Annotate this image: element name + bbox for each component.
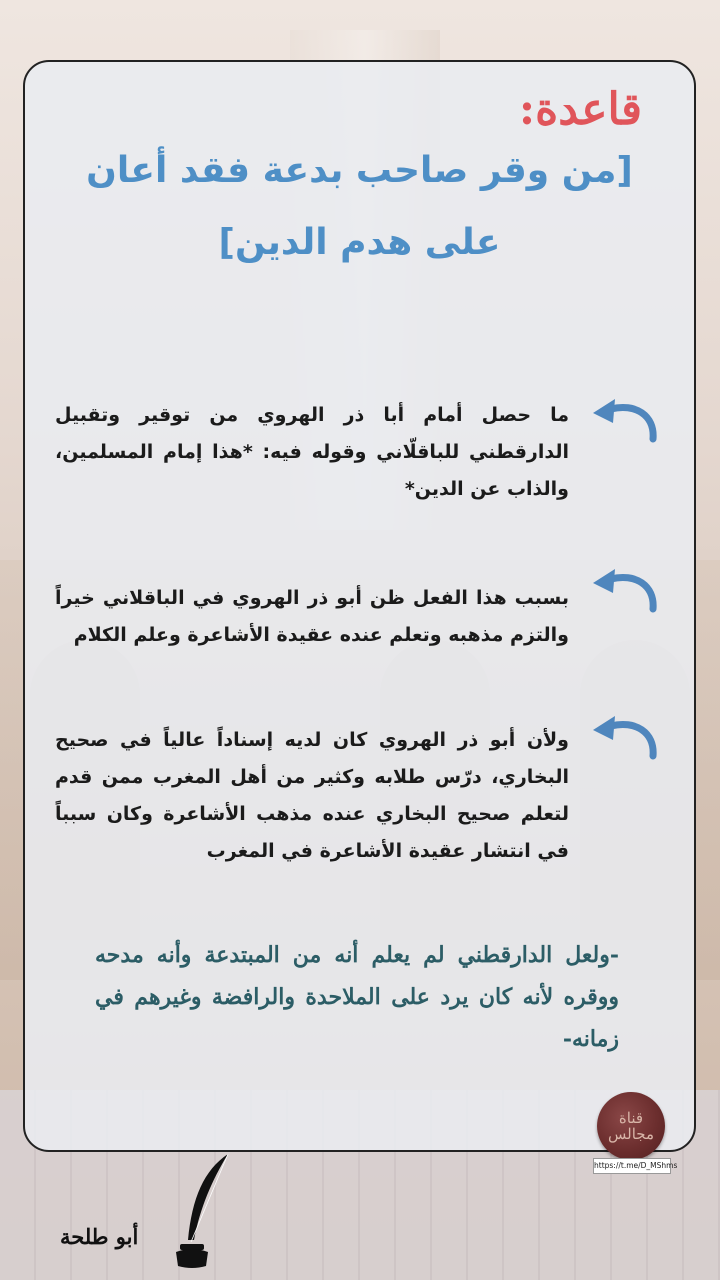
wax-seal-icon <box>597 1092 665 1160</box>
author-signature: أبو طلحة <box>60 1224 139 1249</box>
heading-line-2: على هدم الدين] <box>218 222 501 263</box>
point-3: ولأن أبو ذر الهروي كان لديه إسناداً عالياً في صحيح البخاري، درّس طلابه وكثير من أهل المغرب ممن قدم لتعلم صحيح البخاري عنده مذهب الأشاعرة وكان سبباً في انتشار عقيدة الأشاعرة في المغرب <box>55 729 569 862</box>
point-2: بسبب هذا الفعل ظن أبو ذر الهروي في الباقلاني خيراً والتزم مذهبه وتعلم عنده عقيدة الأشاعرة وعلم الكلام <box>55 587 569 646</box>
rule-label: قاعدة: <box>518 84 642 135</box>
curved-arrow-icon <box>589 565 661 613</box>
point-1: ما حصل أمام أبا ذر الهروي من توقير وتقبيل الدارقطني للباقلّاني وقوله فيه: *هذا إمام المسلمين، والذاب عن الدين* <box>55 404 569 500</box>
curved-arrow-icon <box>589 712 661 760</box>
heading-line-1: [من وقر صاحب بدعة فقد أعان <box>86 150 633 191</box>
content-card <box>23 60 696 1152</box>
closing-note: -ولعل الدارقطني لم يعلم أنه من المبتدعة وأنه مدحه ووقره لأنه كان يرد على الملاحدة والرافضة وغيرهم في زمانه- <box>95 942 619 1052</box>
quill-inkwell-icon <box>170 1152 232 1270</box>
channel-link[interactable]: https://t.me/D_MShms <box>593 1158 671 1174</box>
curved-arrow-icon <box>589 395 661 443</box>
seal-text: قناة مجالس <box>608 1109 654 1143</box>
